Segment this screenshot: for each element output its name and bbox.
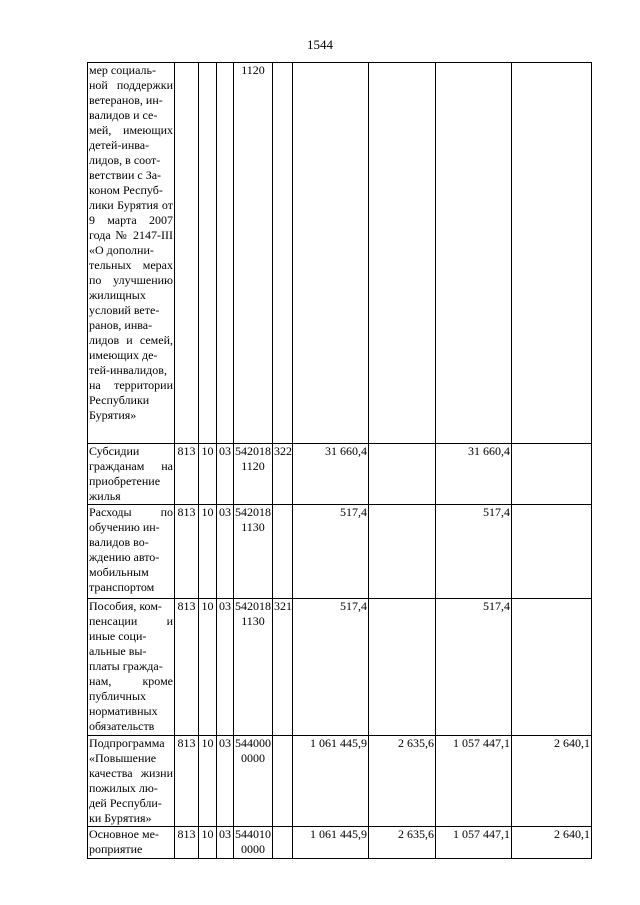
table-row — [88, 736, 592, 827]
grbs-code: 813 — [175, 736, 199, 827]
target-article-code: 1120 — [234, 63, 273, 444]
amount-federal — [369, 505, 436, 599]
grbs-code: 813 — [175, 599, 199, 736]
subsection-code — [217, 63, 234, 444]
expense-type-code: 322 — [273, 444, 293, 505]
amount-total-2: 31 660,4 — [436, 444, 512, 505]
expense-type-code — [273, 63, 293, 444]
amount-federal-2 — [512, 63, 592, 444]
row-name: мер социаль- ной поддержки ветеранов, ин- валидов и се- мей, имеющих детей-инва- лидов, в соот- ветствии с За- коном Респуб- лики Бурятия от 9 марта 2007 года № 2147-III «О дополни- тельных мерах по улучшению жилищных условий вете- ранов, инва- лидов и семей, имеющих де- тей-инвалидов, на территории Республики Бурятия» — [88, 63, 175, 444]
row-name: Основное ме- роприятие — [88, 827, 175, 859]
amount-federal: 2 635,6 — [369, 736, 436, 827]
amount-federal — [369, 63, 436, 444]
amount-federal-2 — [512, 599, 592, 736]
amount-total-2: 517,4 — [436, 599, 512, 736]
grbs-code — [175, 63, 199, 444]
table-row — [88, 444, 592, 505]
row-name: Подпрограмма «Повышение качества жизни пожилых лю- дей Республи- ки Бурятия» — [89, 736, 173, 825]
expense-type-code — [273, 827, 293, 859]
grbs-code: 813 — [175, 827, 199, 859]
subsection-code: 03 — [217, 736, 234, 827]
table-row — [88, 599, 592, 736]
amount-total-2: 1 057 447,1 — [436, 827, 512, 859]
table-row — [88, 63, 592, 444]
amount-federal-2 — [512, 444, 592, 505]
amount-total: 1 061 445,9 — [293, 736, 369, 827]
amount-total: 1 061 445,9 — [293, 827, 369, 859]
target-article-code: 544010 0000 — [234, 827, 273, 859]
subsection-code: 03 — [217, 444, 234, 505]
table-row — [88, 505, 592, 599]
section-code: 10 — [199, 444, 217, 505]
budget-table — [87, 62, 592, 859]
amount-federal-2: 2 640,1 — [512, 736, 592, 827]
grbs-code: 813 — [175, 444, 199, 505]
expense-type-code: 321 — [273, 599, 293, 736]
amount-federal-2 — [512, 505, 592, 599]
row-name: Субсидии гражданам на приобретение жилья — [89, 444, 173, 503]
target-article-code: 542018 1130 — [234, 505, 273, 599]
expense-type-code — [273, 505, 293, 599]
amount-total-2 — [436, 63, 512, 444]
amount-federal — [369, 444, 436, 505]
target-article-code: 542018 1130 — [234, 599, 273, 736]
section-code — [199, 63, 217, 444]
page-number: 1544 — [307, 37, 333, 52]
section-code: 10 — [199, 827, 217, 859]
row-name: Пособия, ком- пенсации и иные соци- альные вы- платы гражда- нам, кроме публичных нормативных обязательств — [88, 599, 175, 736]
section-code: 10 — [199, 599, 217, 736]
amount-federal — [369, 599, 436, 736]
section-code: 10 — [199, 736, 217, 827]
grbs-code: 813 — [175, 505, 199, 599]
expense-type-code — [273, 736, 293, 827]
section-code: 10 — [199, 505, 217, 599]
amount-total-2: 517,4 — [436, 505, 512, 599]
subsection-code: 03 — [217, 599, 234, 736]
amount-total-2: 1 057 447,1 — [436, 736, 512, 827]
subsection-code: 03 — [217, 827, 234, 859]
amount-total — [293, 63, 369, 444]
target-article-code: 542018 1120 — [234, 444, 273, 505]
row-name: Расходы по обучению ин- валидов во- ждению авто- мобильным транспортом — [88, 505, 175, 599]
target-article-code: 544000 0000 — [234, 736, 273, 827]
amount-total: 31 660,4 — [293, 444, 369, 505]
table-row — [88, 827, 592, 859]
amount-total: 517,4 — [293, 599, 369, 736]
subsection-code: 03 — [217, 505, 234, 599]
amount-total: 517,4 — [293, 505, 369, 599]
amount-federal-2: 2 640,1 — [512, 827, 592, 859]
amount-federal: 2 635,6 — [369, 827, 436, 859]
